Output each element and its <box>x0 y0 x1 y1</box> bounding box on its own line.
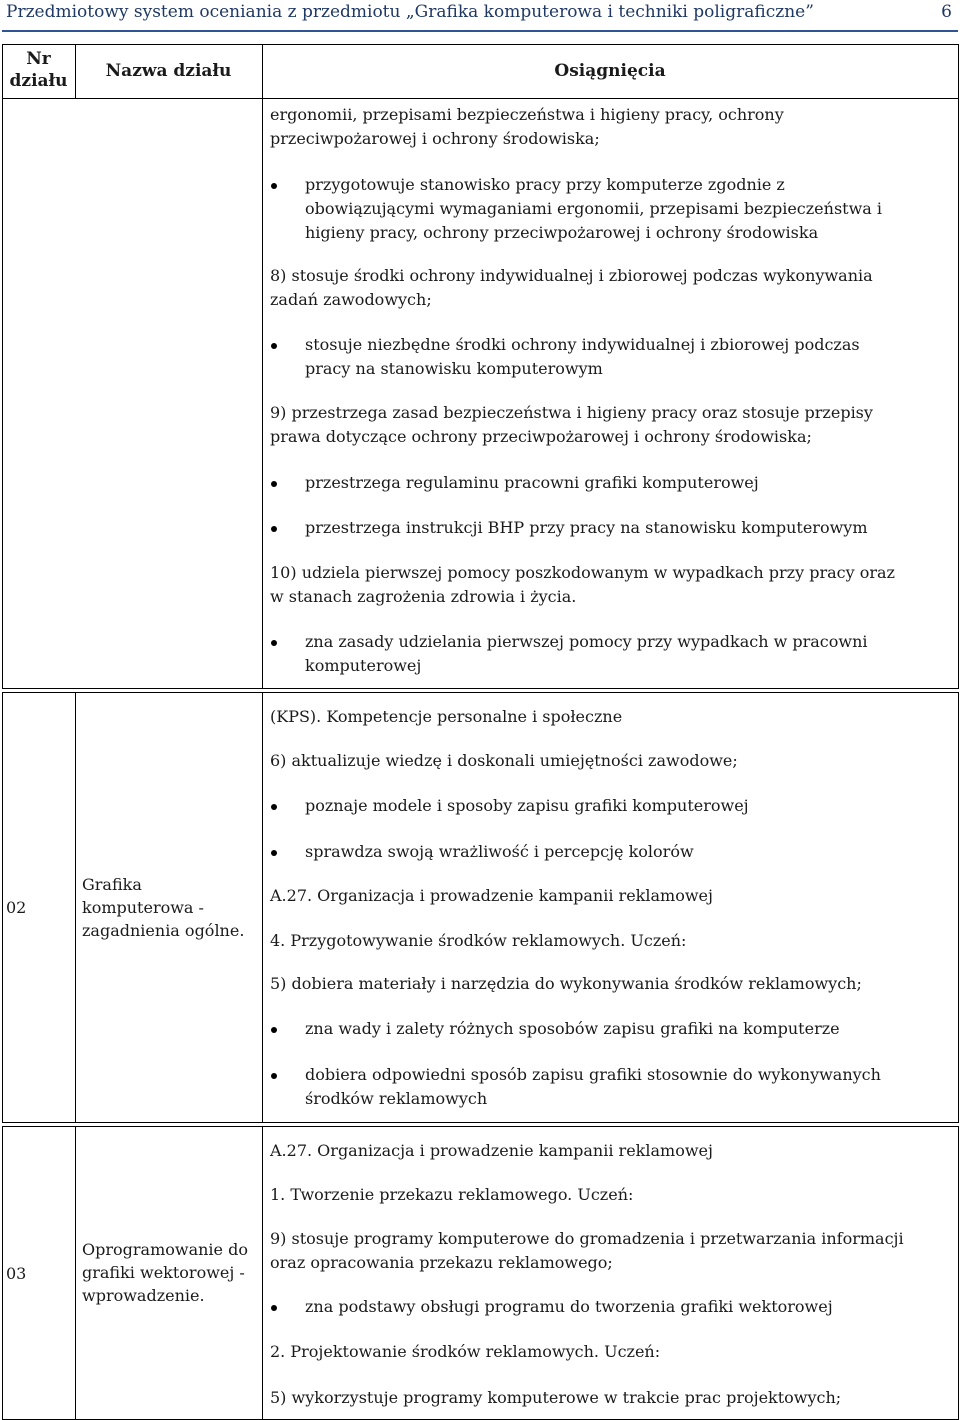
bullet-icon <box>271 1305 277 1311</box>
paragraph: (KPS). Kompetencje personalne i społeczne <box>270 707 623 726</box>
section-name: Grafika komputerowa - zagadnienia ogólne. <box>82 875 245 940</box>
paragraph: ergonomii, przepisami bezpieczeństwa i higieny pracy, ochrony przeciwpożarowej i ochrony środowiska; <box>270 105 784 148</box>
list-item: zna zasady udzielania pierwszej pomocy przy wypadkach w pracowni komputerowej <box>305 632 868 675</box>
bullet-icon <box>271 526 277 532</box>
list-item: poznaje modele i sposoby zapisu grafiki komputerowej <box>305 796 749 815</box>
paragraph: 5) dobiera materiały i narzędzia do wykonywania środków reklamowych; <box>270 974 862 993</box>
bullet-icon <box>271 1027 277 1033</box>
column-header-name: Nazwa działu <box>105 61 232 81</box>
list-item: dobiera odpowiedni sposób zapisu grafiki stosownie do wykonywanych środków reklamowych <box>305 1065 881 1108</box>
paragraph: 2. Projektowanie środków reklamowych. Uczeń: <box>270 1342 661 1361</box>
list-item: przestrzega regulaminu pracowni grafiki komputerowej <box>305 473 759 492</box>
paragraph: 5) wykorzystuje programy komputerowe w trakcie prac projektowych; <box>270 1388 842 1407</box>
page-number: 6 <box>941 2 952 22</box>
paragraph: 8) stosuje środki ochrony indywidualnej i zbiorowej podczas wykonywania zadań zawodowych; <box>270 266 873 309</box>
bullet-icon <box>271 183 277 189</box>
list-item: zna wady i zalety różnych sposobów zapisu grafiki na komputerze <box>305 1019 840 1038</box>
paragraph: A.27. Organizacja i prowadzenie kampanii reklamowej <box>270 1141 713 1160</box>
column-header-achievements: Osiągnięcia <box>554 61 666 81</box>
document-title: Przedmiotowy system oceniania z przedmiotu „Grafika komputerowa i techniki poligraficzne” <box>6 2 814 22</box>
bullet-icon <box>271 1073 277 1079</box>
paragraph: 4. Przygotowywanie środków reklamowych. Uczeń: <box>270 931 687 950</box>
paragraph: 10) udziela pierwszej pomocy poszkodowanym w wypadkach przy pracy oraz w stanach zagrożenia zdrowia i życia. <box>270 563 895 606</box>
paragraph: 6) aktualizuje wiedzę i doskonali umiejętności zawodowe; <box>270 751 738 770</box>
paragraph: A.27. Organizacja i prowadzenie kampanii reklamowej <box>270 886 713 905</box>
bullet-icon <box>271 481 277 487</box>
page-header <box>2 0 958 32</box>
list-item: stosuje niezbędne środki ochrony indywidualnej i zbiorowej podczas pracy na stanowisku komputerowym <box>305 335 860 378</box>
paragraph: 9) stosuje programy komputerowe do gromadzenia i przetwarzania informacji oraz opracowania przekazu reklamowego; <box>270 1229 904 1272</box>
bullet-icon <box>271 640 277 646</box>
bullet-icon <box>271 850 277 856</box>
list-item: sprawdza swoją wrażliwość i percepcję kolorów <box>305 842 694 861</box>
column-header-nr: Nr działu <box>9 49 68 91</box>
list-item: przestrzega instrukcji BHP przy pracy na stanowisku komputerowym <box>305 518 868 537</box>
section-number: 02 <box>6 898 27 917</box>
section-name: Oprogramowanie do grafiki wektorowej - wprowadzenie. <box>82 1240 248 1305</box>
bullet-icon <box>271 804 277 810</box>
list-item: przygotowuje stanowisko pracy przy komputerze zgodnie z obowiązującymi wymaganiami ergonomii, przepisami bezpieczeństwa i higieny pracy, ochrony przeciwpożarowej i ochrony środowiska <box>305 175 883 242</box>
section-number: 03 <box>6 1264 27 1283</box>
list-item: zna podstawy obsługi programu do tworzenia grafiki wektorowej <box>305 1297 833 1316</box>
paragraph: 9) przestrzega zasad bezpieczeństwa i higieny pracy oraz stosuje przepisy prawa dotyczące ochrony przeciwpożarowej i ochrony środowiska; <box>270 403 873 446</box>
paragraph: 1. Tworzenie przekazu reklamowego. Uczeń: <box>270 1185 634 1204</box>
bullet-icon <box>271 343 277 349</box>
